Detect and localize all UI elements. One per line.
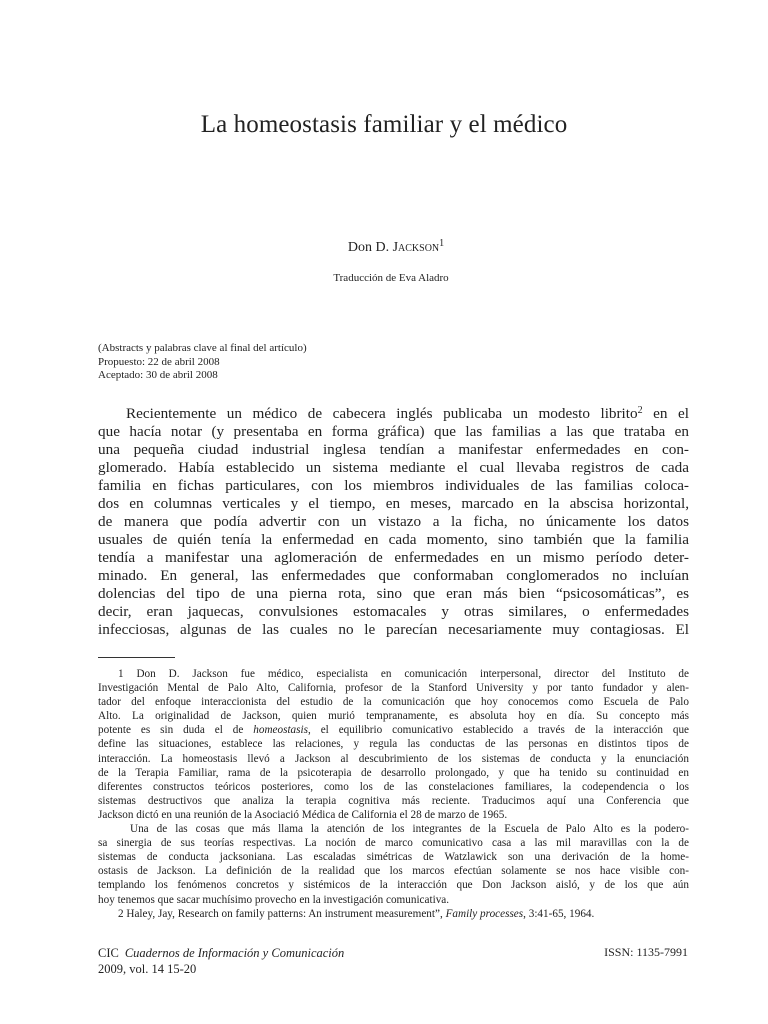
footnote-1-line: potente es sin duda el de homeostasis, el equilibrio comunicativo establecido a través de la interacción que [98,724,689,737]
footnote-1-line: de la Terapia Familiar, rama de la psicoterapia de desarrollo prolongado, y que ha tenido su continuidad en [98,766,689,779]
footnote-1-line: ostasis de Jackson. La definición de la realidad que los marcos efectúan solamente se nos hace visible con- [98,865,689,878]
footer-cic: CIC [98,946,119,960]
footnote-1-line: define las situaciones, establece las relaciones, y regula las conductas de las personas en distintos tipos de [98,738,689,751]
body-line: minado. En general, las enfermedades que conformaban conglomerados no incluían [98,567,689,584]
footnote-1-line: Investigación Mental de Palo Alto, California, profesor de la Stanford University y por tanto fundador y alen- [98,682,689,695]
body-line: familia en fichas particulares, con los miembros individuales de las familias coloca- [98,477,689,494]
footnote-ref-2[interactable]: 2 [637,405,643,416]
body-line: una pequeña ciudad industrial inglesa tendían a manifestar enfermedades en con- [98,441,689,458]
body-line: Recientemente un médico de cabecera inglés publicaba un modesto librito$^2$ en el [126,405,690,422]
footer-volume: 2009, vol. 14 15-20 [98,962,197,976]
body-line: de manera que podía advertir con un vistazo a la ficha, no únicamente los datos [98,513,689,530]
submission-meta [98,342,307,383]
translator-credit: Traducción de Eva Aladro [333,272,449,284]
footnote-1-line: sa sinergia de sus teorías respectivas. La noción de marco comunicativo casa a las mil maravillas con la de [98,837,689,850]
footnote-1-line: sistemas destructivos que analiza la terapia cognitiva más reciente. Traducimos aquí una Conferencia que [98,794,689,807]
body-line: infecciosas, algunas de las cuales no le parecían necesariamente muy contagiosas. El [98,621,689,638]
accepted-date: Aceptado: 30 de abril 2008 [98,369,218,381]
article-title: La homeostasis familiar y el médico [200,111,568,138]
footnote-separator [98,657,175,658]
body-line: que hacía notar (y presentaba en forma gráfica) que las familias a las que trataba en [98,423,689,440]
footnote-2: 2 Haley, Jay, Research on family patterns: An instrument measurement”, Family processes, 3:41-65, 1964. [118,907,595,920]
page-footer [98,945,344,977]
footnotes [98,667,689,921]
footnote-1-line: tador del enfoque interaccionista del estudio de la comunicación que hoy conocemos como Escuela de Palo [98,696,689,709]
footnote-1-line: interacción. La homeostasis llevó a Jackson al descubrimiento de los sistemas de conducta y la enunciación [98,752,689,765]
body-line: usuales de quién tenía la enfermedad en cada momento, sino también que la familia [98,531,689,548]
author-footnote-mark[interactable]: 1 [439,238,445,249]
footnote-2-journal: Family processes [445,907,524,920]
body-line: decir, eran jaquecas, convulsiones estomacales y otras similares, o enfermedades [98,603,689,620]
footnote-1-line: templando los fenómenos concretos y sistémicos de la interacción que Don Jackson aisló, y de los que aún [98,879,689,892]
footnote-1-line: hoy tenemos que sacar muchísimo provecho en la investigación comunicativa. [98,893,450,906]
footnote-1-line: sistemas de conducta jacksoniana. Las escaladas simétricas de Watzlawick son una derivación de la home- [98,851,689,864]
footnote-1-line: Una de las cosas que más llama la atención de los integrantes de la Escuela de Palo Alto es la podero- [130,823,689,836]
proposed-date: Propuesto: 22 de abril 2008 [98,355,220,368]
footer-issn: ISSN: 1135-7991 [604,945,688,959]
footnote-2-mark: 2 [118,907,124,920]
footnote-1-line: Alto. La originalidad de Jackson, quien murió tempranamente, es absoluta hoy en día. Su concepto más [98,710,689,723]
footnote-1-line: 1 Don D. Jackson fue médico, especialista en comunicación interpersonal, director del Instituto de [118,668,689,680]
body-paragraph [98,405,689,639]
footnote-1-line: Jackson dictó en una reunión de la Asociació Médica de California el 28 de marzo de 1965. [98,808,508,821]
body-line: dos en columnas verticales y el tiempo, en meses, marcado en la abscisa horizontal, [98,495,689,512]
body-line: tendía a manifestar una aglomeración de enfermedades en un mismo período deter- [98,549,689,566]
author-line [0,238,768,256]
footer-journal: Cuadernos de Información y Comunicación [124,946,345,960]
body-line: glomerado. Había establecido un sistema mediante el cual llevaba registros de cada [98,459,689,476]
abstracts-note: (Abstracts y palabras clave al final del artículo) [98,342,307,354]
author-first-name: Don D. [347,240,393,255]
footnote-1-line: diferentes constructos teóricos posteriores, como los de las constelaciones familiares, la codependencia o los [98,780,689,793]
author-last-name: Jackson [392,240,440,255]
body-line: dolencias del tipo de una pierna rota, sino que eran más bien “psicosomáticas”, es [98,585,689,602]
